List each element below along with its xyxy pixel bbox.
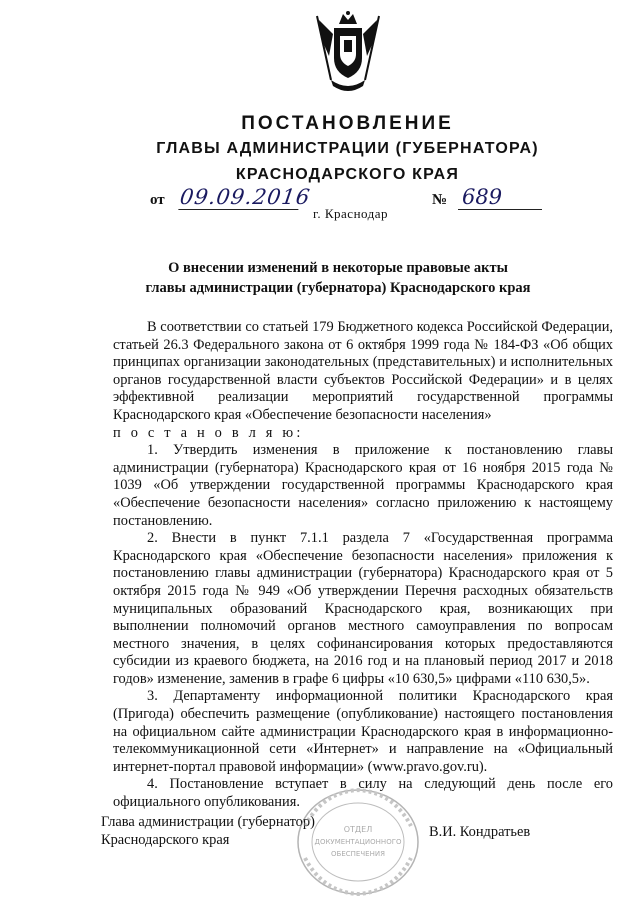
- stamp-line-1: ОТДЕЛ: [343, 825, 373, 834]
- title-line-1: О внесении изменений в некоторые правовые акты: [168, 260, 508, 276]
- document-body: [113, 319, 613, 812]
- city-line: г. Краснодар: [313, 206, 389, 221]
- office-stamp: [293, 786, 423, 898]
- item-2-paragraph: 2. Внести в пункт 7.1.1 раздела 7 «Государственная программа Краснодарского края «Обеспечение безопасности населения» приложения к постановлению главы администрации (губернатора) Краснодарского края от 5 октября 2015 года № 949 «Об утверждении Перечня расходных обязательств муниципальных образований Краснодарского края, возникающих при выполнении полномочий органов местного самоуправления по вопросам местного значения, в целях софинансирования которых предоставляются субсидии из краевого бюджета, на 2016 год и на плановый период 2017 и 2018 годов» изменение, заменив в графе 6 цифры «10 630,5» цифрами «110 630,5».: [113, 530, 613, 687]
- signatory-position-line-1: Глава администрации (губернатор): [101, 814, 315, 830]
- handwritten-number: 689: [458, 186, 542, 210]
- title-line-2: главы администрации (губернатора) Краснодарского края: [145, 280, 531, 296]
- preamble-paragraph: В соответствии со статьей 179 Бюджетного кодекса Российской Федерации, статьей 26.3 Федерального закона от 6 октября 1999 года № 184-ФЗ «Об общих принципах организации законодательных (представительных) и исполнительных органов государственной власти субъектов Российской Федерации» и в целях эффективной реализации мероприятий государственной программы Краснодарского края «Обеспечение безопасности населения»: [113, 319, 613, 423]
- signatory-position-line-2: Краснодарского края: [101, 832, 230, 848]
- handwritten-date: 09.09.2016: [178, 185, 313, 209]
- signatory-position: [101, 813, 315, 849]
- region-heading: КРАСНОДАРСКОГО КРАЯ: [235, 166, 460, 183]
- number-label: №: [432, 192, 448, 208]
- date-label: от: [150, 192, 165, 208]
- coat-of-arms-icon: [315, 10, 381, 96]
- signatory-name: В.И. Кондратьев: [429, 824, 531, 840]
- doc-type-heading: ПОСТАНОВЛЕНИЕ: [241, 113, 454, 134]
- stamp-line-2: ДОКУМЕНТАЦИОННОГО: [314, 838, 402, 846]
- stamp-line-3: ОБЕСПЕЧЕНИЯ: [331, 850, 385, 858]
- item-3-paragraph: 3. Департаменту информационной политики Краснодарского края (Пригода) обеспечить размещение (опубликование) настоящего постановления на официальном сайте администрации Краснодарского края в информационно-телекоммуникационной сети «Интернет» и направление на «Официальный интернет-портал правовой информации» (www.pravo.gov.ru).: [113, 688, 613, 775]
- issuer-heading: ГЛАВЫ АДМИНИСТРАЦИИ (ГУБЕРНАТОРА): [156, 140, 539, 157]
- document-title: [0, 258, 640, 298]
- item-4-paragraph: 4. Постановление вступает в силу на следующий день после его официального опубликования.: [113, 776, 613, 811]
- decree-word: п о с т а н о в л я ю:: [113, 424, 304, 441]
- item-1-paragraph: 1. Утвердить изменения в приложение к постановлению главы администрации (губернатора) Краснодарского края от 16 ноября 2015 года № 1039 «Об утверждении государственной программы Краснодарского края «Обеспечение безопасности населения» согласно приложению к настоящему постановлению.: [113, 442, 613, 529]
